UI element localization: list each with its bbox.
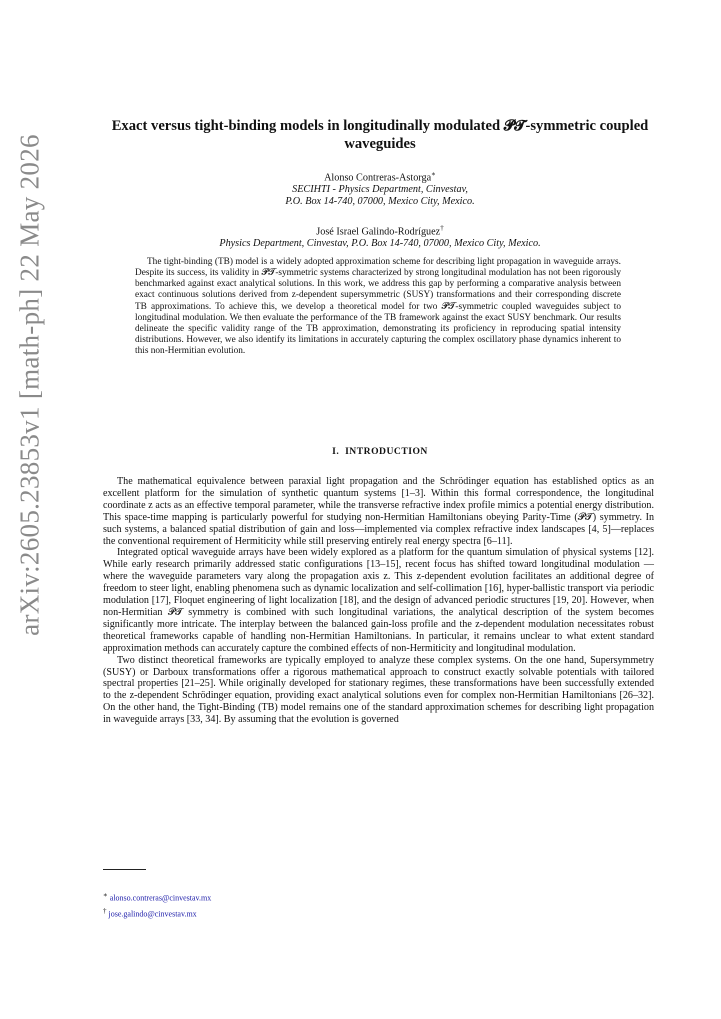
author-footnote-mark: ∗ xyxy=(431,170,436,178)
author-affiliation-line: SECIHTI - Physics Department, Cinvestav, xyxy=(292,184,468,196)
author-block-2 xyxy=(100,222,660,250)
section-title: INTRODUCTION xyxy=(345,446,428,457)
paper-title: Exact versus tight-binding models in longitudinally modulated 𝓟𝓣-symmetric coupled waveguides xyxy=(111,118,649,152)
arxiv-identifier: arXiv:2605.23853v1 [math-ph] 22 May 2026 xyxy=(14,134,45,636)
arxiv-sidebar xyxy=(6,60,54,700)
footnote-mark: ∗ xyxy=(103,891,108,899)
email-link[interactable]: alonso.contreras@cinvestav.mx xyxy=(109,893,212,903)
paragraph: The mathematical equivalence between paraxial light propagation and the Schrödinger equation has established optics as an excellent platform for the simulation of synthetic quantum systems [1–3]. Within this formal correspondence, the longitudinal coordinate z acts as an effective temporal parameter, while the transverse refractive index profile mimics a potential energy distribution. This space-time mapping is particularly powerful for studying non-Hermitian Hamiltonians obeying Parity-Time (𝓟𝓣) symmetry. In such systems, a balanced spatial distribution of gain and loss—implemented via complex refractive index landscapes [4, 5]—replaces the conventional requirement of Hermiticity while still preserving entirely real energy spectra [6–11]. xyxy=(103,476,654,547)
author-affiliation-line: Physics Department, Cinvestav, P.O. Box 14-740, 07000, Mexico City, Mexico. xyxy=(219,238,541,250)
author-name: Alonso Contreras-Astorga xyxy=(324,172,432,184)
paragraph: Integrated optical waveguide arrays have been widely explored as a platform for the quantum simulation of physical systems [12]. While early research primarily addressed static configurations [13–15], recent focus has shifted toward longitudinal modulation — where the waveguide parameters vary along the propagation axis z. This z-dependent evolution facilitates an additional degree of freedom to steer light, enabling phenomena such as dynamic localization and self-collimation [16], hyper-ballistic transport via periodic modulation [17], Floquet engineering of light localization [18], and the design of advanced periodic structures [19, 20]. However, when non-Hermitian 𝓟𝓣 symmetry is combined with such longitudinal variations, the analytical description of the system becomes significantly more intricate. The interplay between the balanced gain-loss profile and the z-dependent modulation necessitates robust theoretical frameworks capable of handling non-Hermitian Hamiltonians. In particular, it remains unclear to what extent standard approximation methods can accurately capture the combined effects of non-Hermiticity and longitudinal modulation. xyxy=(103,547,654,654)
footnotes xyxy=(103,889,211,920)
email-link[interactable]: jose.galindo@cinvestav.mx xyxy=(108,909,197,919)
author-affiliation-line: P.O. Box 14-740, 07000, Mexico City, Mexico. xyxy=(285,196,475,208)
section-heading xyxy=(100,446,660,457)
section-number: I. xyxy=(332,446,340,457)
paragraph: Two distinct theoretical frameworks are typically employed to analyze these complex systems. On the one hand, Supersymmetry (SUSY) or Darboux transformations offer a rigorous mathematical approach to construct exactly solvable potentials with tailored spectral properties [21–25]. While originally developed for stationary regimes, these transformations have been successfully extended to the z-dependent Schrödinger equation, providing exact analytical solutions even for complex non-Hermitian Hamiltonians [26–32]. On the other hand, the Tight-Binding (TB) model remains one of the standard approximation schemes for describing light propagation in waveguide arrays [33, 34]. By assuming that the evolution is governed xyxy=(103,654,654,726)
footnote-mark: † xyxy=(103,906,107,915)
author-footnote-mark: † xyxy=(440,224,444,232)
footnote-rule xyxy=(103,869,146,870)
author-name: José Israel Galindo-Rodríguez xyxy=(316,226,441,238)
body-text xyxy=(103,476,654,726)
author-block-1 xyxy=(100,168,660,208)
abstract: The tight-binding (TB) model is a widely adopted approximation scheme for describing light propagation in waveguide arrays. Despite its success, its validity in 𝓟𝓣-symmetric systems characterized by strong longitudinal modulation has not been rigorously benchmarked against exact analytical solutions. In this work, we address this gap by performing a comparative analysis between exact continuous solutions derived from z-dependent supersymmetric (SUSY) transformations and their corresponding discrete TB approximations. To achieve this, we develop a theoretical model for two 𝓟𝓣-symmetric coupled waveguides subject to longitudinal modulation. We then evaluate the performance of the TB framework against the exact SUSY benchmark. Our results delineate the specific validity range of the TB approximation, demonstrating its proficiency in reproducing spatial intensity distributions. However, we also identify its limitations in accurately capturing the complex oscillatory phase dynamics inherent to this non-Hermitian evolution. xyxy=(135,257,621,357)
